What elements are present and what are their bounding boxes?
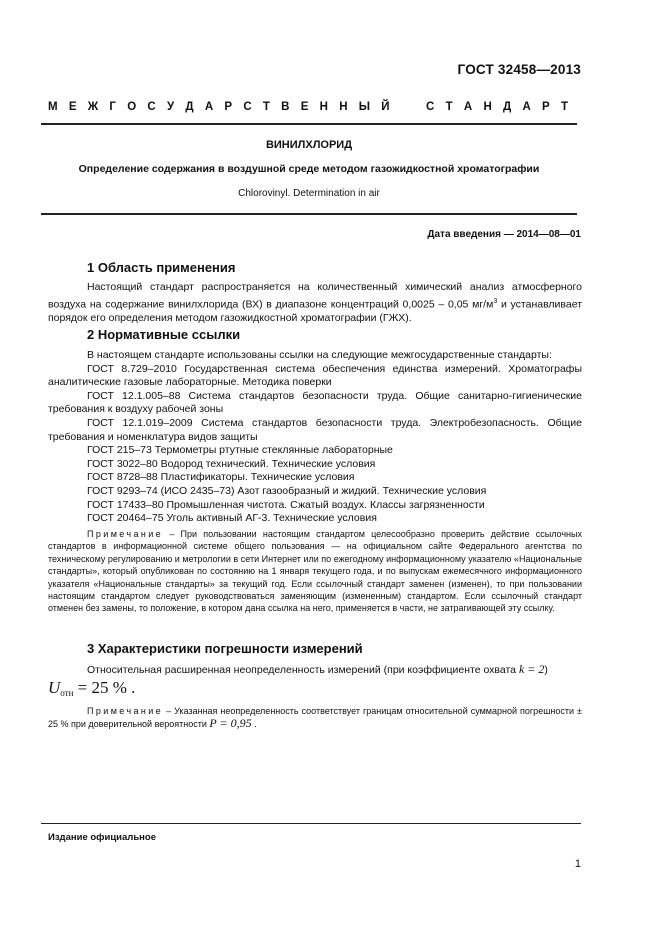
heading-letter: Р xyxy=(224,101,233,113)
top-divider xyxy=(41,123,577,125)
heading-letter: Т xyxy=(560,101,568,113)
reference-item: ГОСТ 8.729–2010 Государственная система обеспечения единства измерений. Хроматографы аналитические газовые лабораторные. Методика поверки xyxy=(48,362,582,389)
heading-letter: О xyxy=(127,101,137,113)
heading-letter: Ы xyxy=(358,101,371,113)
document-title: ВИНИЛХЛОРИД xyxy=(265,139,353,151)
heading-letter: Н xyxy=(339,101,348,113)
reference-item: ГОСТ 9293–74 (ИСО 2435–73) Азот газообразный и жидкий. Технические условия xyxy=(87,484,487,497)
heading-letter: Й xyxy=(381,101,390,113)
section-3-text: Относительная расширенная неопределенность измерений (при коэффициенте охвата k = 2) xyxy=(87,662,548,676)
reference-item: ГОСТ 12.1.005–88 Система стандартов безопасности труда. Общие санитарно-гигиенические требования к воздуху рабочей зоны xyxy=(48,389,582,416)
heading-letter: В xyxy=(281,101,290,113)
reference-item: ГОСТ 20464–75 Уголь активный АГ-3. Технические условия xyxy=(87,512,377,525)
letter-gap xyxy=(401,101,415,113)
heading-letter: Н xyxy=(483,101,492,113)
heading-letter: А xyxy=(204,101,214,113)
heading-letter: А xyxy=(522,101,531,113)
heading-letter: С xyxy=(147,101,156,113)
bottom-divider xyxy=(41,213,577,215)
section-2-heading: 2 Нормативные ссылки xyxy=(87,327,241,342)
reference-item: ГОСТ 12.1.019–2009 Система стандартов безопасности труда. Электробезопасность. Общие требования и номенклатура видов защиты xyxy=(48,416,582,443)
heading-letter: Ж xyxy=(87,101,99,113)
heading-letter: У xyxy=(166,101,175,113)
introduction-date: Дата введения — 2014—08—01 xyxy=(427,229,581,240)
heading-letter: Д xyxy=(503,101,512,113)
heading-letter: С xyxy=(426,101,435,113)
gost-number: ГОСТ 32458—2013 xyxy=(457,62,581,77)
section-3-note: Примечание – Указанная неопределенность соответствует границам относительной суммарной погрешности ± 25 % при доверительной вероятности P = 0,95 . xyxy=(48,706,582,731)
section-2-note: Примечание – При пользовании настоящим стандартом целесообразно проверить действие ссылочных стандартов в информационной системе общего пользования — на официальном сайте Федерального агентства по техническому регулированию и метрологии в сети Интернет или по ежегодному информационному указателю «Национальные стандарты», который опубликован по состоянию на 1 января текущего года, и по выпускам ежемесячного информационного указателя «Национальные стандарты» за текущий год. Если ссылочный стандарт заменен (изменен), то при пользовании настоящим стандартом следует руководствоваться заменяющим (измененным) стандартом. Если ссылочный стандарт отменен без замены, то положение, в котором дана ссылка на него, применяется в части, не затрагивающей эту ссылку. xyxy=(48,529,582,614)
heading-letter: С xyxy=(243,101,252,113)
uncertainty-formula: $U_{отн} = 25$ % . xyxy=(48,678,136,698)
page-number: 1 xyxy=(574,858,581,870)
section-1-text: Настоящий стандарт распространяется на количественный химический анализ атмосферного воздуха на содержание винилхлорида (ВХ) в диапазоне концентраций 0,0025 – 0,05 $мг/м^3$ и устанавливает порядок его определения методом газожидкостной хроматографии (ГЖХ). xyxy=(48,281,583,324)
reference-item: ГОСТ 3022–80 Водород технический. Технические условия xyxy=(87,457,376,470)
heading-letter: А xyxy=(463,101,473,113)
heading-letter: Г xyxy=(109,101,116,113)
section-3-heading: 3 Характеристики погрешности измерений xyxy=(87,641,363,656)
heading-letter: Н xyxy=(319,101,328,113)
references-list xyxy=(48,349,582,526)
heading-letter: Т xyxy=(445,101,453,113)
edition-label: Издание официальное xyxy=(48,832,156,843)
footer-divider xyxy=(41,823,581,824)
section-1-heading: 1 Область применения xyxy=(87,260,236,275)
heading-letter: Е xyxy=(68,101,77,113)
heading-letter: Д xyxy=(185,101,194,113)
heading-letter: М xyxy=(48,101,58,113)
english-title: Chlorovinyl. Determination in air xyxy=(238,188,380,199)
heading-letter: Р xyxy=(542,101,550,113)
standard-type-heading xyxy=(48,101,568,113)
document-subtitle: Определение содержания в воздушной среде методом газожидкостной хроматографии xyxy=(78,163,540,175)
reference-item: ГОСТ 17433–80 Промышленная чистота. Сжатый воздух. Классы загрязненности xyxy=(87,498,485,511)
reference-item: В настоящем стандарте использованы ссылки на следующие межгосударственные стандарты: xyxy=(87,349,552,361)
reference-item: ГОСТ 215–73 Термометры ртутные стеклянные лабораторные xyxy=(87,444,393,457)
reference-item: ГОСТ 8728–88 Пластификаторы. Технические условия xyxy=(87,471,355,484)
heading-letter: Е xyxy=(300,101,309,113)
heading-letter: Т xyxy=(262,101,270,113)
